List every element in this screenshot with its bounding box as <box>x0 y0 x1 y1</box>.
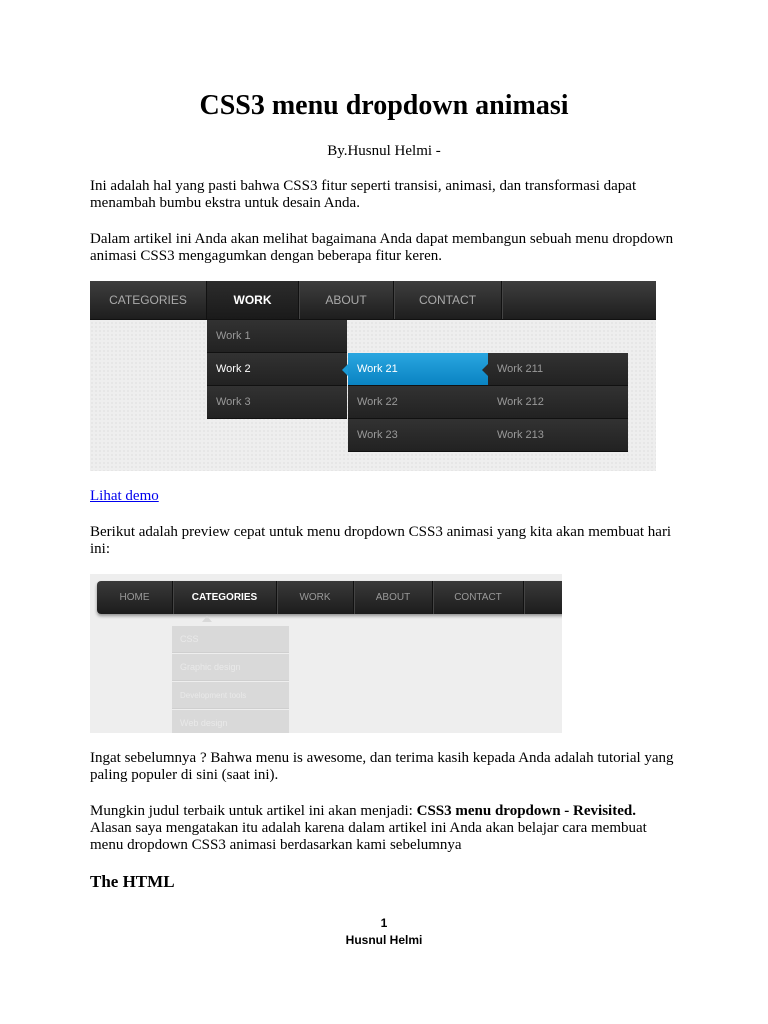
dropdown-item: Work 1 <box>207 320 347 353</box>
nav-contact: CONTACT <box>433 581 524 614</box>
nav-about: ABOUT <box>354 581 433 614</box>
page-title: CSS3 menu dropdown animasi <box>199 90 569 121</box>
paragraph-intro: Ini adalah hal yang pasti bahwa CSS3 fitur seperti transisi, animasi, dan transformasi dapat menambah bumbu ekstra untuk desain Anda. <box>90 178 637 211</box>
nav-categories: CATEGORIES <box>173 581 277 614</box>
nav-work: WORK <box>207 281 299 319</box>
nav-categories: CATEGORIES <box>90 281 207 319</box>
revisited-bold: CSS3 menu dropdown - Revisited. <box>416 803 636 819</box>
preview-navbar <box>97 581 562 614</box>
subsubmenu-item: Work 211 <box>488 353 628 386</box>
revisited-reason: Alasan saya mengatakan itu adalah karena dalam artikel ini Anda akan belajar cara membuat menu dropdown CSS3 animasi berdasarkan kami sebelumnya <box>90 820 647 853</box>
preview-dropdown-item: Web design <box>172 710 289 733</box>
subsubmenu-item: Work 213 <box>488 419 628 452</box>
nav-home: HOME <box>97 581 173 614</box>
preview-menu-image <box>90 574 562 733</box>
preview-dropdown-item: CSS <box>172 626 289 653</box>
paragraph-revisited <box>90 803 680 854</box>
footer-author: Husnul Helmi <box>345 933 423 947</box>
submenu-arrow-icon <box>342 364 348 376</box>
paragraph-article: Dalam artikel ini Anda akan melihat bagaimana Anda dapat membangun sebuah menu dropdown animasi CSS3 mengagumkan dengan beberapa fitur keren. <box>90 231 674 264</box>
subsubmenu-arrow-icon <box>482 364 488 376</box>
dropdown-demo-image <box>90 281 656 471</box>
dropdown-item-active: Work 2 <box>207 353 347 386</box>
page-number: 1 <box>380 916 388 930</box>
submenu-item: Work 22 <box>348 386 488 419</box>
submenu-item: Work 23 <box>348 419 488 452</box>
preview-dropdown-item: Development tools <box>172 682 289 709</box>
nav-about: ABOUT <box>299 281 394 319</box>
paragraph-preview: Berikut adalah preview cepat untuk menu dropdown CSS3 animasi yang kita akan membuat hari ini: <box>90 524 672 557</box>
dropdown-item: Work 3 <box>207 386 347 419</box>
nav-contact: CONTACT <box>394 281 502 319</box>
nav-work: WORK <box>277 581 354 614</box>
subsubmenu-item: Work 212 <box>488 386 628 419</box>
paragraph-reminder: Ingat sebelumnya ? Bahwa menu is awesome, dan terima kasih kepada Anda adalah tutorial yang paling populer di sini (saat ini). <box>90 750 674 783</box>
revisited-text: Mungkin judul terbaik untuk artikel ini akan menjadi: <box>90 803 417 819</box>
byline: By.Husnul Helmi - <box>327 143 441 159</box>
preview-dropdown-item: Graphic design <box>172 654 289 681</box>
demo-navbar <box>90 281 656 320</box>
submenu-item-active: Work 21 <box>348 353 488 386</box>
section-heading: The HTML <box>90 872 175 891</box>
demo-link[interactable]: Lihat demo <box>90 488 159 504</box>
dropdown-arrow-icon <box>202 616 212 622</box>
